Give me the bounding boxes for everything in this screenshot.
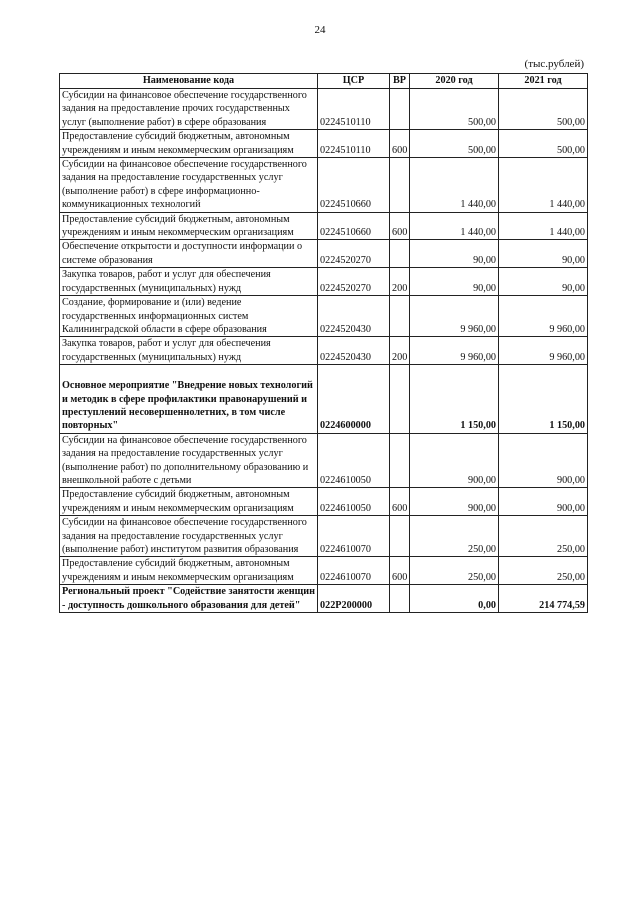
table-row xyxy=(60,296,588,337)
table-row xyxy=(60,557,588,585)
row-csr-cell: 0224610070 xyxy=(318,557,390,585)
row-vr-cell xyxy=(390,240,410,268)
row-vr-cell xyxy=(390,585,410,613)
row-name-cell: Предоставление субсидий бюджетным, автономным учреждениям и иным некоммерческим организациям xyxy=(60,488,318,516)
header-2020: 2020 год xyxy=(410,74,499,89)
row-2021-cell: 90,00 xyxy=(499,240,588,268)
row-name-cell: Субсидии на финансовое обеспечение государственного задания на предоставление прочих государственных услуг (выполнение работ) в сфере образования xyxy=(60,89,318,130)
row-2021-cell: 214 774,59 xyxy=(499,585,588,613)
row-2020-cell: 1 440,00 xyxy=(410,158,499,213)
row-2020-cell: 9 960,00 xyxy=(410,296,499,337)
row-name-cell: Закупка товаров, работ и услуг для обеспечения государственных (муниципальных) нужд xyxy=(60,337,318,365)
row-vr-cell: 600 xyxy=(390,130,410,158)
header-csr: ЦСР xyxy=(318,74,390,89)
table-row xyxy=(60,365,588,434)
row-2021-cell: 500,00 xyxy=(499,89,588,130)
row-csr-cell: 0224520430 xyxy=(318,296,390,337)
row-2021-cell: 500,00 xyxy=(499,130,588,158)
row-2020-cell: 9 960,00 xyxy=(410,337,499,365)
row-vr-cell: 600 xyxy=(390,557,410,585)
row-2020-cell: 1 150,00 xyxy=(410,365,499,434)
row-name-cell: Предоставление субсидий бюджетным, автономным учреждениям и иным некоммерческим организациям xyxy=(60,130,318,158)
table-row xyxy=(60,268,588,296)
row-vr-cell xyxy=(390,89,410,130)
row-name-cell: Обеспечение открытости и доступности информации о системе образования xyxy=(60,240,318,268)
table-row xyxy=(60,158,588,213)
row-2021-cell: 9 960,00 xyxy=(499,296,588,337)
row-csr-cell: 022P200000 xyxy=(318,585,390,613)
table-row xyxy=(60,337,588,365)
row-name-cell: Субсидии на финансовое обеспечение государственного задания на предоставление государственных услуг (выполнение работ) в сфере информационно-коммуникационных технологий xyxy=(60,158,318,213)
row-2020-cell: 900,00 xyxy=(410,488,499,516)
row-2020-cell: 250,00 xyxy=(410,557,499,585)
row-2021-cell: 900,00 xyxy=(499,488,588,516)
row-2021-cell: 900,00 xyxy=(499,433,588,488)
row-2020-cell: 1 440,00 xyxy=(410,212,499,240)
row-csr-cell: 0224610050 xyxy=(318,488,390,516)
table-row xyxy=(60,212,588,240)
table-row xyxy=(60,516,588,557)
header-name: Наименование кода xyxy=(60,74,318,89)
row-vr-cell: 200 xyxy=(390,268,410,296)
table-header-row xyxy=(60,74,588,89)
row-name-cell: Закупка товаров, работ и услуг для обеспечения государственных (муниципальных) нужд xyxy=(60,268,318,296)
table-row xyxy=(60,89,588,130)
row-name-cell: Предоставление субсидий бюджетным, автономным учреждениям и иным некоммерческим организациям xyxy=(60,212,318,240)
page-number: 24 xyxy=(314,24,326,36)
row-2021-cell: 9 960,00 xyxy=(499,337,588,365)
row-csr-cell: 0224520270 xyxy=(318,268,390,296)
units-label: (тыс.рублей) xyxy=(524,58,584,70)
row-csr-cell: 0224510110 xyxy=(318,130,390,158)
row-vr-cell: 200 xyxy=(390,337,410,365)
row-2021-cell: 250,00 xyxy=(499,557,588,585)
header-vr: ВР xyxy=(390,74,410,89)
row-2021-cell: 250,00 xyxy=(499,516,588,557)
row-csr-cell: 0224610050 xyxy=(318,433,390,488)
row-csr-cell: 0224610070 xyxy=(318,516,390,557)
row-2020-cell: 500,00 xyxy=(410,89,499,130)
row-2021-cell: 90,00 xyxy=(499,268,588,296)
header-2021: 2021 год xyxy=(499,74,588,89)
row-vr-cell: 600 xyxy=(390,212,410,240)
row-2021-cell: 1 150,00 xyxy=(499,365,588,434)
row-vr-cell xyxy=(390,516,410,557)
row-vr-cell xyxy=(390,433,410,488)
row-csr-cell: 0224520270 xyxy=(318,240,390,268)
table-row xyxy=(60,240,588,268)
table-row xyxy=(60,130,588,158)
row-vr-cell xyxy=(390,296,410,337)
row-2020-cell: 90,00 xyxy=(410,240,499,268)
table-row xyxy=(60,433,588,488)
table-row xyxy=(60,585,588,613)
row-2020-cell: 90,00 xyxy=(410,268,499,296)
row-name-cell: Субсидии на финансовое обеспечение государственного задания на предоставление государственных услуг (выполнение работ) по дополнительному образованию и внешкольной работе с детьми xyxy=(60,433,318,488)
row-2021-cell: 1 440,00 xyxy=(499,212,588,240)
row-name-cell: Создание, формирование и (или) ведение государственных информационных систем Калининградской области в сфере образования xyxy=(60,296,318,337)
budget-table xyxy=(59,73,588,613)
row-2020-cell: 250,00 xyxy=(410,516,499,557)
row-csr-cell: 0224510110 xyxy=(318,89,390,130)
row-csr-cell: 0224510660 xyxy=(318,212,390,240)
row-vr-cell xyxy=(390,365,410,434)
row-2020-cell: 500,00 xyxy=(410,130,499,158)
row-vr-cell: 600 xyxy=(390,488,410,516)
row-2020-cell: 900,00 xyxy=(410,433,499,488)
row-csr-cell: 0224600000 xyxy=(318,365,390,434)
row-name-cell: Основное мероприятие "Внедрение новых технологий и методик в сфере профилактики правонарушений и преступлений несовершеннолетних, в том числе повторных" xyxy=(60,365,318,434)
row-vr-cell xyxy=(390,158,410,213)
table-body xyxy=(60,89,588,613)
row-csr-cell: 0224520430 xyxy=(318,337,390,365)
row-2020-cell: 0,00 xyxy=(410,585,499,613)
row-2021-cell: 1 440,00 xyxy=(499,158,588,213)
table-row xyxy=(60,488,588,516)
row-name-cell: Субсидии на финансовое обеспечение государственного задания на предоставление государственных услуг (выполнение работ) институтом развития образования xyxy=(60,516,318,557)
row-name-cell: Предоставление субсидий бюджетным, автономным учреждениям и иным некоммерческим организациям xyxy=(60,557,318,585)
row-name-cell: Региональный проект "Содействие занятости женщин - доступность дошкольного образования для детей" xyxy=(60,585,318,613)
row-csr-cell: 0224510660 xyxy=(318,158,390,213)
